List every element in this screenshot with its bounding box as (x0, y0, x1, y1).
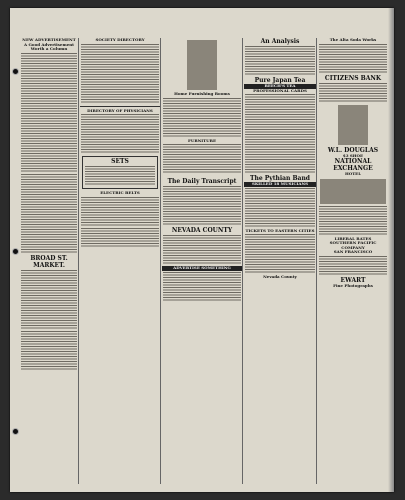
divider (80, 106, 160, 107)
text-block (163, 186, 241, 226)
text-block (21, 53, 77, 173)
binding-hole-icon (12, 68, 19, 75)
text-block (319, 206, 387, 236)
building-figure (320, 179, 386, 204)
col5-heading: SOUTHERN PACIFIC COMPANY (329, 240, 377, 250)
col4-heading: TICKETS TO EASTERN CITIES (245, 227, 315, 233)
col5-heading: CITIZENS BANK (324, 74, 382, 82)
text-block (245, 94, 315, 174)
text-block (81, 228, 159, 248)
page-shadow (388, 8, 394, 492)
col5-heading: The Alta Soda Works (329, 38, 377, 42)
text-block (85, 166, 155, 186)
col2-heading: SETS (111, 158, 129, 165)
col5-heading: HOTEL (344, 171, 362, 176)
col5-heading: Fine Photographs (333, 282, 373, 288)
column-2 (80, 38, 161, 484)
binding-hole-icon (12, 248, 19, 255)
col5-heading: EWART (340, 276, 366, 284)
text-block (245, 234, 315, 274)
text-block (81, 114, 159, 154)
text-block (245, 46, 315, 76)
portrait-figure (338, 105, 368, 145)
column-3 (162, 38, 243, 484)
col2-heading: DIRECTORY OF PHYSICIANS (87, 107, 153, 113)
text-block (163, 235, 241, 265)
newspaper-page (10, 8, 394, 492)
col4-heading: Nevada County (263, 274, 297, 279)
col3-heading: FURNITURE (187, 137, 217, 143)
text-block (319, 256, 387, 276)
text-block (319, 44, 387, 74)
col5-heading: NATIONAL EXCHANGE (333, 158, 373, 172)
col2-heading: ELECTRIC BELTS (100, 190, 140, 195)
text-block (163, 272, 241, 302)
col4-heading: BEECH'S TEA (244, 84, 316, 89)
table-block (21, 331, 77, 371)
col4-heading: An Analysis (260, 38, 300, 45)
text-block (163, 98, 241, 138)
col5-heading: $3 SHOE (342, 152, 364, 158)
text-block (81, 44, 159, 104)
col4-heading: PROFESSIONAL CARDS (253, 87, 307, 93)
binding-hole-icon (12, 428, 19, 435)
text-block (21, 174, 77, 254)
col2-heading: SOCIETY DIRECTORY (95, 38, 145, 42)
column-4 (244, 38, 317, 484)
col1-heading: A Good Advertisement Worth a Column (23, 41, 74, 51)
text-block (319, 83, 387, 103)
col4-heading: Pure Japan Tea (254, 77, 306, 84)
text-block (81, 197, 159, 227)
col5-heading: W.L. DOUGLAS (327, 146, 379, 154)
col1-masthead: NEW ADVERTISEMENT (22, 38, 76, 42)
col5-heading: SAN FRANCISCO (333, 249, 373, 254)
col3-heading: Home Furnishing Rooms (174, 91, 230, 96)
col1-heading: BROAD ST. MARKET. (30, 254, 68, 269)
text-block (245, 188, 315, 228)
advertise-banner: ADVERTISE SOMETHING (162, 266, 242, 271)
column-5 (318, 38, 388, 484)
col4-heading: The Pythian Band (250, 175, 310, 182)
col5-heading: LIBERAL RATES (334, 235, 372, 241)
column-1 (20, 38, 79, 484)
transcript-title: The Daily Transcript (167, 178, 237, 185)
engraving-figure (187, 40, 217, 90)
col4-heading: SKILLED 18 MUSICIANS (244, 182, 316, 187)
text-block (21, 270, 77, 330)
county-heading: NEVADA COUNTY (171, 227, 233, 234)
text-block (163, 144, 241, 174)
